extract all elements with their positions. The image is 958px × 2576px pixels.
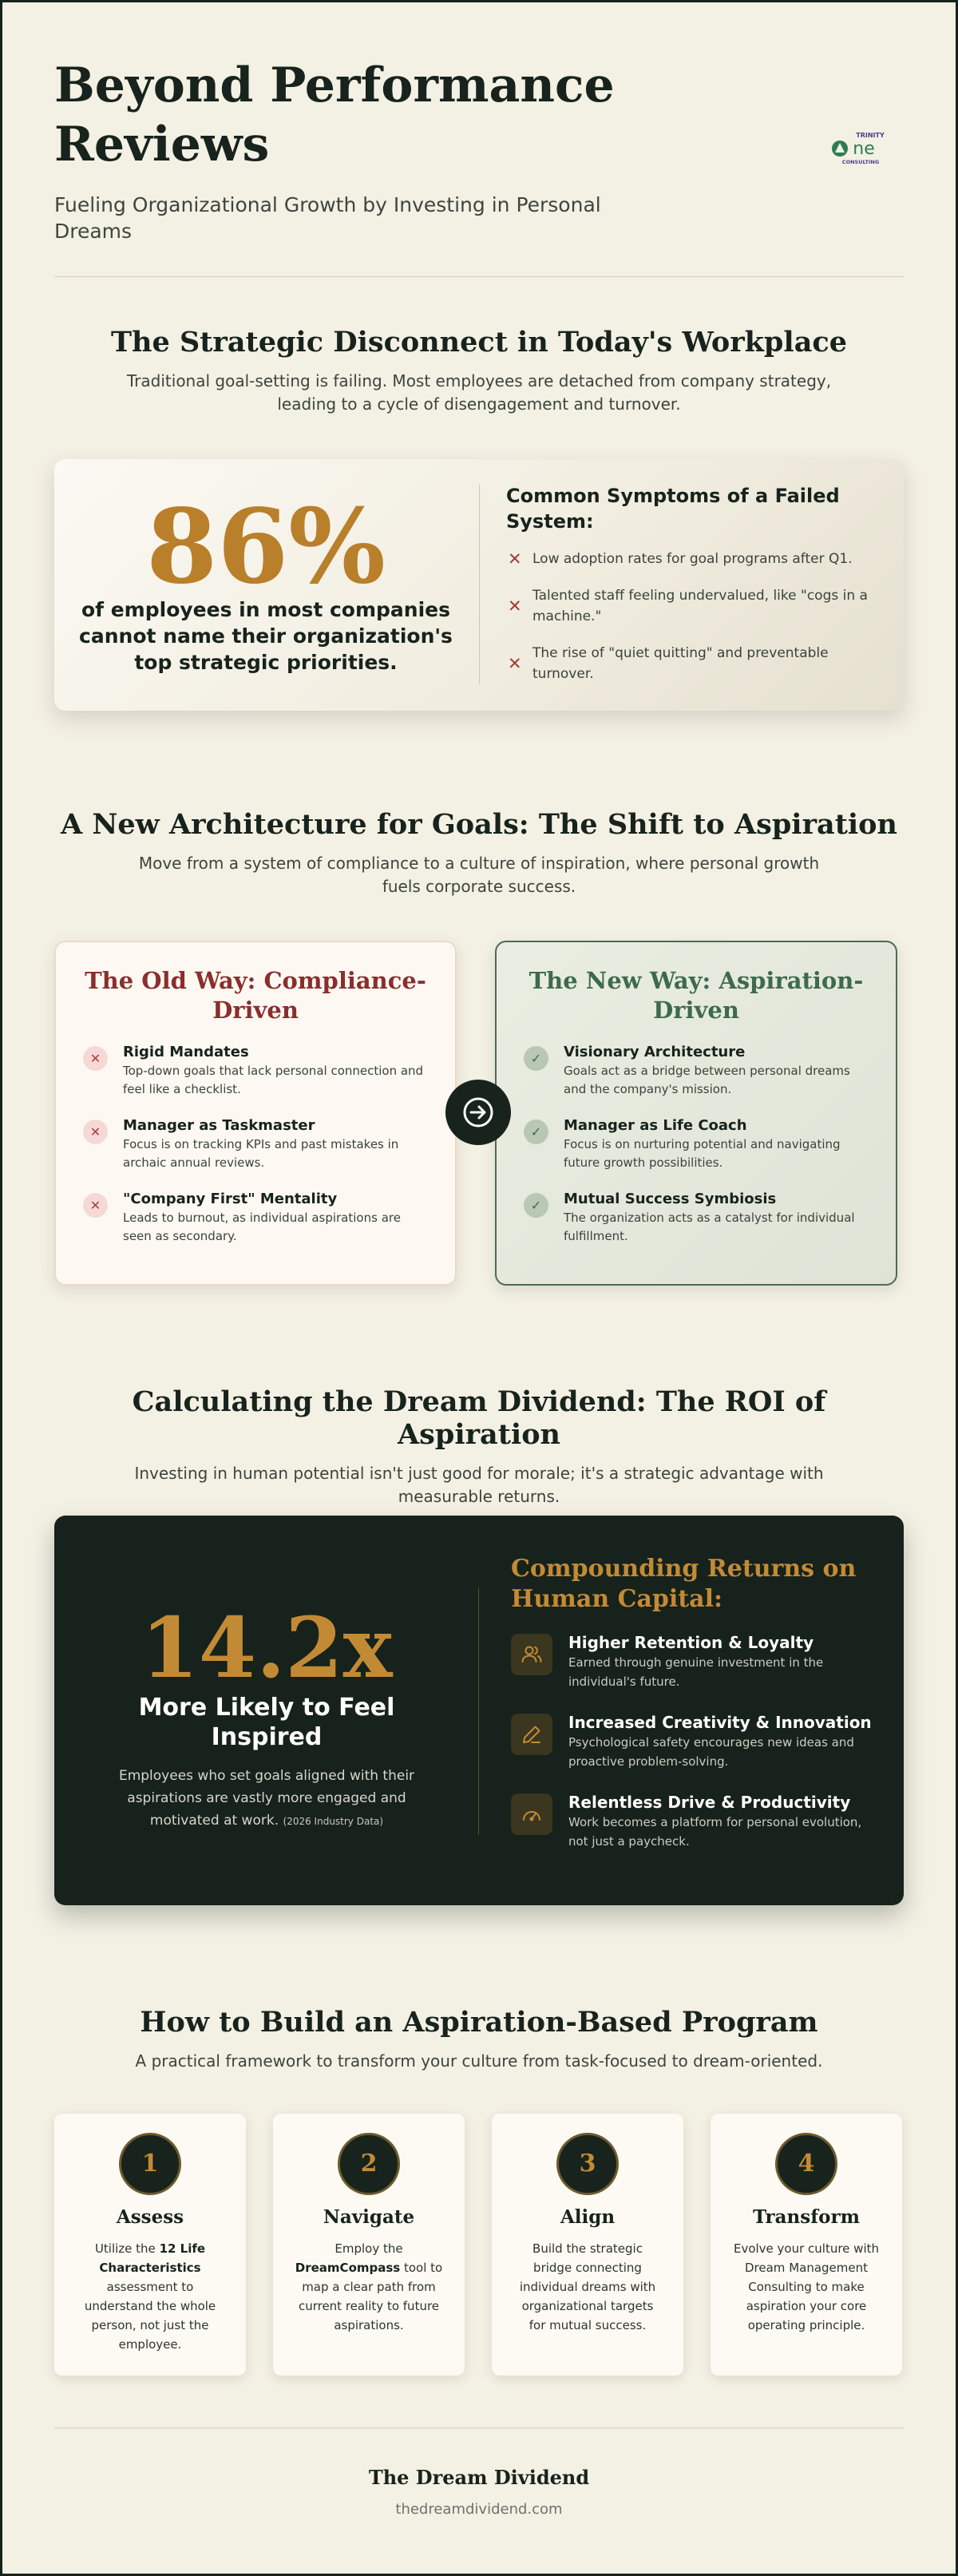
stat-value: 86% (146, 487, 386, 607)
symptoms-title: Common Symptoms of a Failed System: (506, 485, 840, 533)
arrow-right-icon (445, 1080, 511, 1145)
step-description: Evolve your culture with Dream Management Consulting to make aspiration your core operating principle. (733, 2241, 880, 2332)
stat-label: More Likely to Feel Inspired (138, 1694, 395, 1751)
x-icon: ✕ (508, 654, 522, 673)
section-subtitle: Traditional goal-setting is failing. Most employees are detached from company strategy, leading to a cycle of disengagement and turnover. (126, 371, 832, 414)
check-icon: ✓ (524, 1120, 548, 1144)
step-number: 1 (119, 2133, 181, 2195)
old-way-list (56, 1043, 455, 1246)
list-item: ✕ "Company First" Mentality Leads to burnout, as individual aspirations are seen as secondary. (83, 1190, 428, 1246)
new-way-card (495, 941, 897, 1286)
stat-card (54, 459, 904, 711)
section-title: How to Build an Aspiration-Based Program (140, 2006, 818, 2039)
section-title: A New Architecture for Goals: The Shift to Aspiration (61, 808, 897, 841)
step-description: Employ the DreamCompass tool to map a clear path from current reality to future aspirations. (295, 2241, 443, 2332)
step-card-assess (54, 2114, 246, 2376)
step-card-transform (711, 2114, 902, 2376)
svg-text:ne: ne (853, 139, 875, 159)
list-item: ✓ Manager as Life Coach Focus is on nurturing potential and navigating future growth possibilities. (524, 1116, 869, 1172)
step-description: Utilize the 12 Life Characteristics assessment to understand the whole person, not just the employee. (84, 2241, 216, 2352)
step-card-navigate (273, 2114, 465, 2376)
list-item: ✕ Manager as Taskmaster Focus is on tracking KPIs and past mistakes in archaic annual reviews. (83, 1116, 428, 1172)
stat-source: (2026 Industry Data) (283, 1816, 384, 1827)
symptom-item: ✕ The rise of "quiet quitting" and preventable turnover. (508, 645, 829, 682)
x-icon: ✕ (83, 1046, 108, 1071)
users-icon (511, 1634, 552, 1675)
gauge-icon (511, 1793, 552, 1835)
x-icon: ✕ (83, 1120, 108, 1144)
stat-caption: of employees in most companies cannot name their organization's top strategic priorities. (79, 598, 453, 674)
section-subtitle: Move from a system of compliance to a culture of inspiration, where personal growth fuels corporate success. (138, 854, 820, 896)
architecture-section (54, 808, 904, 898)
step-title: Assess (116, 2206, 184, 2228)
check-icon: ✓ (524, 1193, 548, 1218)
new-way-title: The New Way: Aspiration-Driven (528, 967, 864, 1024)
step-title: Navigate (323, 2206, 415, 2228)
step-description: Build the strategic bridge connecting individual dreams with organizational targets for mutual success. (519, 2241, 656, 2332)
section-subtitle: Investing in human potential isn't just good for morale; it's a strategic advantage with measurable returns. (134, 1464, 824, 1506)
svg-text:TRINITY: TRINITY (856, 132, 885, 139)
step-card-align (492, 2114, 683, 2376)
roi-card (54, 1516, 904, 1905)
symptom-item: ✕ Low adoption rates for goal programs after Q1. (508, 549, 853, 569)
old-way-title: The Old Way: Compliance-Driven (85, 967, 426, 1024)
page-subtitle: Fueling Organizational Growth by Investing in Personal Dreams (54, 193, 601, 243)
x-icon: ✕ (508, 549, 522, 569)
symptoms-list (506, 549, 881, 700)
returns-title: Compounding Returns on Human Capital: (511, 1555, 857, 1613)
list-item: Higher Retention & Loyalty Earned through genuine investment in the individual's future. (511, 1632, 878, 1691)
list-item: ✓ Mutual Success Symbiosis The organization acts as a catalyst for individual fulfillment. (524, 1190, 869, 1246)
check-icon: ✓ (524, 1046, 548, 1071)
step-number: 3 (556, 2133, 619, 2195)
list-item: Increased Creativity & Innovation Psychological safety encourages new ideas and proactive problem-solving. (511, 1712, 878, 1771)
section-subtitle: A practical framework to transform your culture from task-focused to dream-oriented. (135, 2051, 823, 2071)
divider (54, 276, 904, 277)
stat-value: 14.2x (141, 1599, 393, 1697)
svg-text:CONSULTING: CONSULTING (841, 159, 880, 165)
section-title: The Strategic Disconnect in Today's Workplace (111, 326, 847, 359)
program-section (54, 2006, 904, 2073)
stat-description: Employees who set goals aligned with their aspirations are vastly more engaged and motivated at work. (2026 Industry Data) (118, 1768, 415, 1829)
list-item: ✕ Rigid Mandates Top-down goals that lack personal connection and feel like a checklist. (83, 1043, 428, 1099)
new-way-list (497, 1043, 896, 1246)
step-number: 2 (338, 2133, 400, 2195)
dividend-section (54, 1385, 904, 1508)
divider (479, 485, 480, 684)
x-icon: ✕ (508, 596, 522, 616)
step-title: Align (560, 2206, 616, 2228)
section-title: Calculating the Dream Dividend: The ROI of Aspiration (132, 1385, 826, 1451)
disconnect-section (54, 326, 904, 416)
symptom-item: ✕ Talented staff feeling undervalued, like "cogs in a machine." (508, 588, 868, 624)
x-icon: ✕ (83, 1193, 108, 1218)
header (54, 56, 904, 279)
list-item: ✓ Visionary Architecture Goals act as a bridge between personal dreams and the company's mission. (524, 1043, 869, 1099)
divider (478, 1587, 479, 1835)
footer-link[interactable]: thedreamdividend.com (395, 2501, 563, 2518)
returns-list (511, 1632, 878, 1872)
pencil-icon (511, 1714, 552, 1755)
trinity-one-logo (829, 128, 893, 169)
step-title: Transform (753, 2206, 860, 2228)
footer-title: The Dream Dividend (368, 2466, 590, 2489)
divider (54, 2427, 904, 2428)
list-item: Relentless Drive & Productivity Work becomes a platform for personal evolution, not just a paycheck. (511, 1792, 878, 1851)
step-number: 4 (775, 2133, 837, 2195)
old-way-card (54, 941, 457, 1286)
page-title: Beyond Performance Reviews (54, 57, 615, 172)
